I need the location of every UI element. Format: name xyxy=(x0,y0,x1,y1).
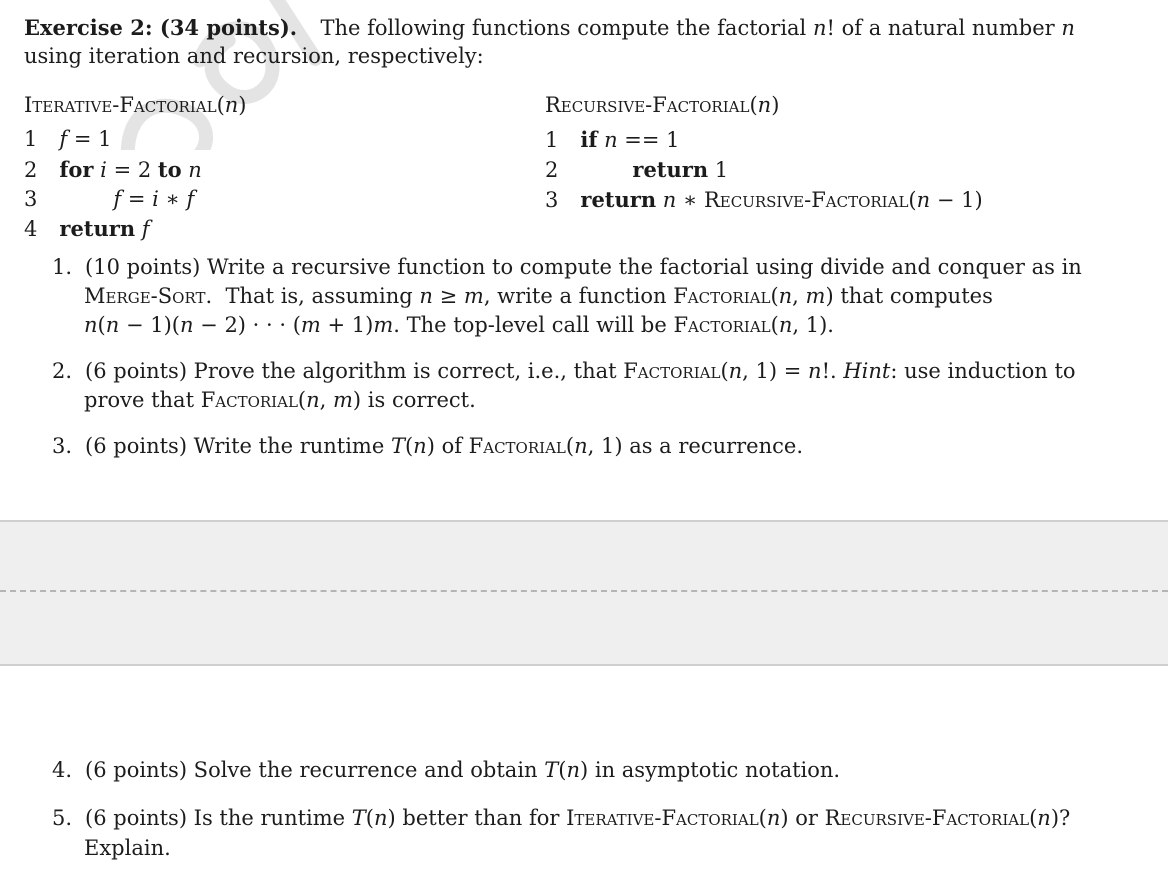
question-1-line3: n(n − 1)(n − 2) · · · (m + 1)m. The top-level call will be Factorial(n, 1). xyxy=(84,313,834,337)
question-2-line2: prove that Factorial(n, m) is correct. xyxy=(84,388,476,412)
question-3: 3. (6 points) Write the runtime T(n) of Factorial(n, 1) as a recurrence. xyxy=(52,434,804,458)
question-5: 5. (6 points) Is the runtime T(n) better than for Iterative-Factorial(n) or Recursive-Factorial(n)? xyxy=(52,806,1071,830)
exercise-intro: The following functions compute the factorial n! of a natural number n xyxy=(320,16,1075,40)
line-number: 3 xyxy=(24,187,38,211)
exercise-intro-line2: using iteration and recursion, respectively: xyxy=(24,44,484,68)
recursive-factorial-title: Recursive-Factorial(n) xyxy=(545,93,780,117)
iterative-line-1: 1 f = 1 xyxy=(24,127,112,151)
question-2: 2. (6 points) Prove the algorithm is correct, i.e., that Factorial(n, 1) = n!. Hint: use induction to xyxy=(52,359,1076,383)
line-number: 1 xyxy=(24,127,38,151)
line-number: 3 xyxy=(545,188,559,212)
answer-divider xyxy=(0,590,1168,592)
iterative-line-3: 3 f = i ∗ f xyxy=(24,187,195,211)
exercise-header xyxy=(24,13,1075,43)
iterative-factorial-title: Iterative-Factorial(n) xyxy=(24,93,247,117)
recursive-line-3: 3 return n ∗ Recursive-Factorial(n − 1) xyxy=(545,187,983,212)
question-1-line2: Merge-Sort. That is, assuming n ≥ m, write a function Factorial(n, m) that computes xyxy=(84,284,993,308)
question-1: 1. (10 points) Write a recursive function to compute the factorial using divide and conquer as in xyxy=(52,255,1082,279)
question-4: 4. (6 points) Solve the recurrence and obtain T(n) in asymptotic notation. xyxy=(52,758,841,782)
line-number: 4 xyxy=(24,217,38,241)
recursive-line-2: 2 return 1 xyxy=(545,157,729,182)
answer-area[interactable] xyxy=(0,520,1168,666)
line-number: 1 xyxy=(545,128,559,152)
exercise-title: Exercise 2: (34 points). xyxy=(24,15,298,40)
recursive-line-1: 1 if n == 1 xyxy=(545,127,680,152)
iterative-line-2: 2 for i = 2 to n xyxy=(24,157,202,182)
line-number: 2 xyxy=(24,158,38,182)
question-5-line2: Explain. xyxy=(84,836,171,860)
iterative-line-4: 4 return f xyxy=(24,216,150,241)
line-number: 2 xyxy=(545,158,559,182)
